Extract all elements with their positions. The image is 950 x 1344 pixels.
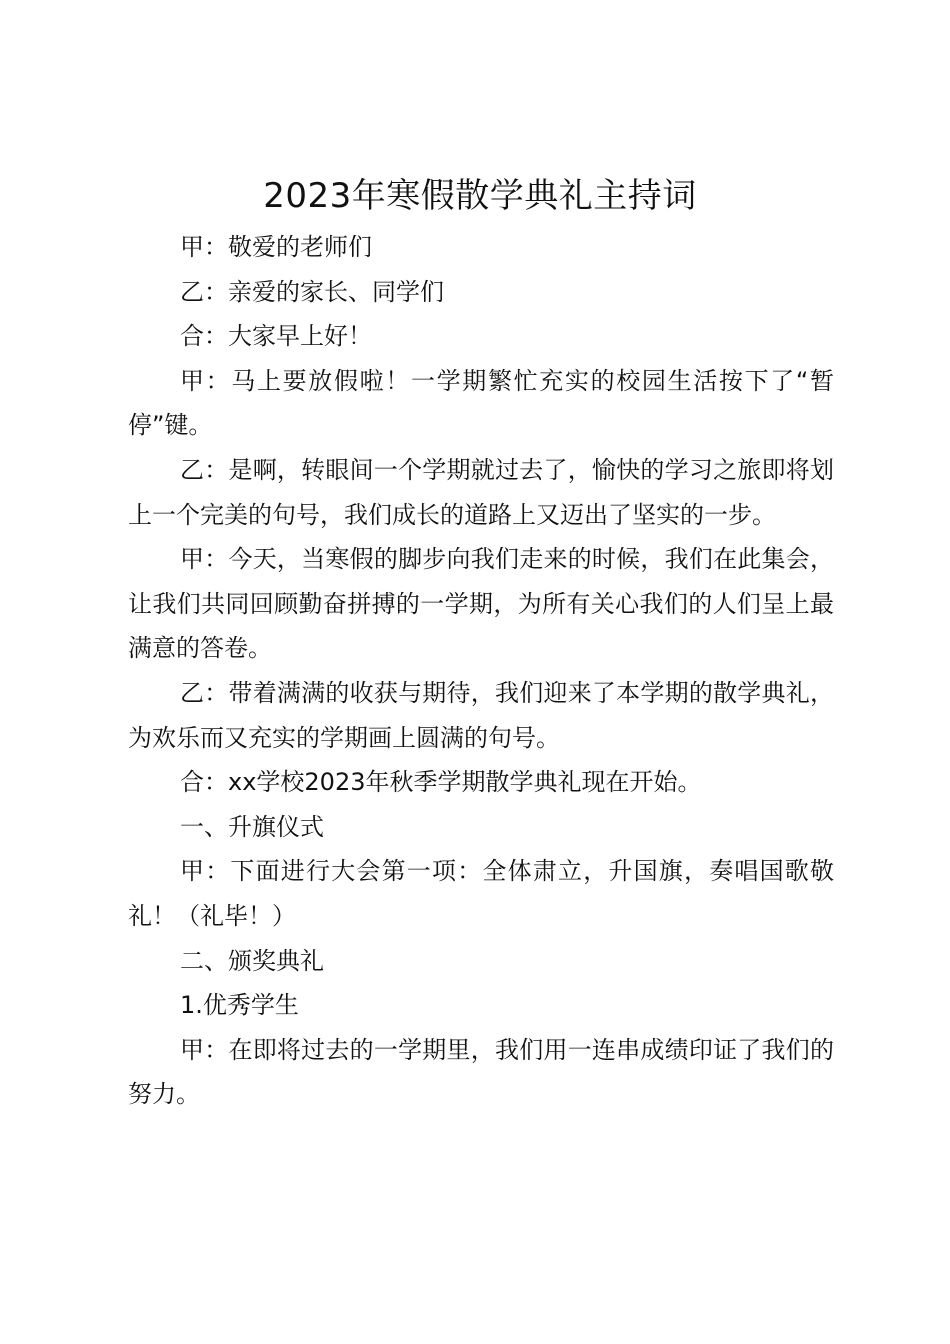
paragraph: 乙：是啊，转眼间一个学期就过去了，愉快的学习之旅即将划上一个完美的句号，我们成长的道路上又迈出了坚实的一步。 bbox=[128, 455, 834, 529]
document-title: 2023年寒假散学典礼主持词 bbox=[263, 176, 697, 216]
paragraph: 乙：亲爱的家长、同学们 bbox=[180, 277, 444, 306]
paragraph: 甲：今天，当寒假的脚步向我们走来的时候，我们在此集会，让我们共同回顾勤奋拼搏的一学期，为所有关心我们的人们呈上最满意的答卷。 bbox=[128, 545, 834, 663]
section-heading: 一、升旗仪式 bbox=[180, 812, 324, 841]
section-heading: 二、颁奖典礼 bbox=[180, 946, 324, 975]
paragraph: 甲：在即将过去的一学期里，我们用一连串成绩印证了我们的努力。 bbox=[128, 1035, 834, 1109]
subsection-heading: 1.优秀学生 bbox=[180, 991, 299, 1020]
paragraph: 甲：敬爱的老师们 bbox=[180, 233, 372, 261]
paragraph: 甲：马上要放假啦！一学期繁忙充实的校园生活按下了“暂停”键。 bbox=[128, 366, 834, 440]
paragraph: 甲：下面进行大会第一项：全体肃立，升国旗，奏唱国歌敬礼！（礼毕！） bbox=[128, 857, 834, 930]
paragraph: 乙：带着满满的收获与期待，我们迎来了本学期的散学典礼，为欢乐而又充实的学期画上圆满的句号。 bbox=[128, 678, 834, 752]
paragraph: 合：xx学校2023年秋季学期散学典礼现在开始。 bbox=[180, 768, 702, 797]
document-body bbox=[128, 225, 834, 1117]
paragraph: 合：大家早上好！ bbox=[180, 322, 372, 351]
